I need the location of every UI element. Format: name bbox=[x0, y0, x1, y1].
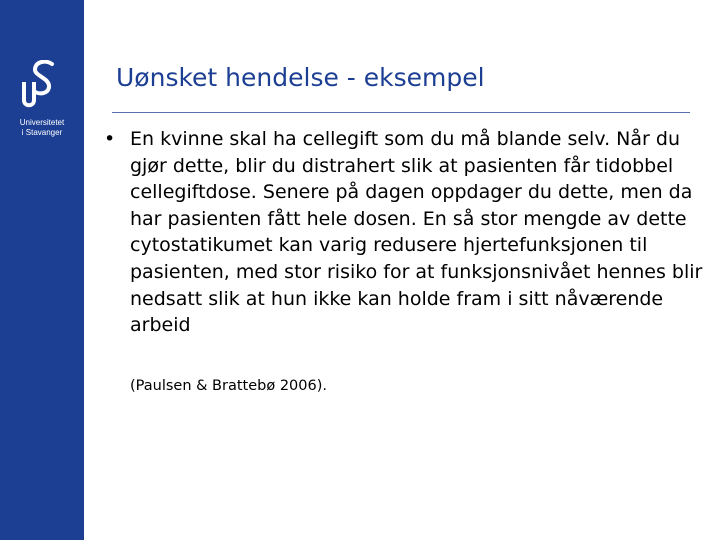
logo-text bbox=[0, 118, 84, 138]
sidebar bbox=[0, 0, 84, 540]
university-logo-icon bbox=[16, 60, 68, 112]
logo-text-line2: i Stavanger bbox=[21, 128, 63, 137]
slide-title: Uønsket hendelse - eksempel bbox=[116, 63, 485, 92]
citation: (Paulsen & Brattebø 2006). bbox=[130, 378, 327, 394]
bullet-text: En kvinne skal ha cellegift som du må blande selv. Når du gjør dette, blir du distrahert slik at pasienten får tidobbel cellegiftdose. Senere på dagen oppdager du dette, men da har pasienten fått hele dosen. En så stor mengde av dette cytostatikumet kan varig redusere hjertefunksjonen til pasienten, med stor risiko for at funksjonsnivået hennes blir nedsatt slik at hun ikke kan holde fram i sitt nåværende arbeid bbox=[130, 128, 703, 337]
bullet-icon: • bbox=[104, 128, 116, 150]
title-divider bbox=[112, 112, 690, 113]
logo-text-line1: Universitetet bbox=[19, 118, 65, 127]
